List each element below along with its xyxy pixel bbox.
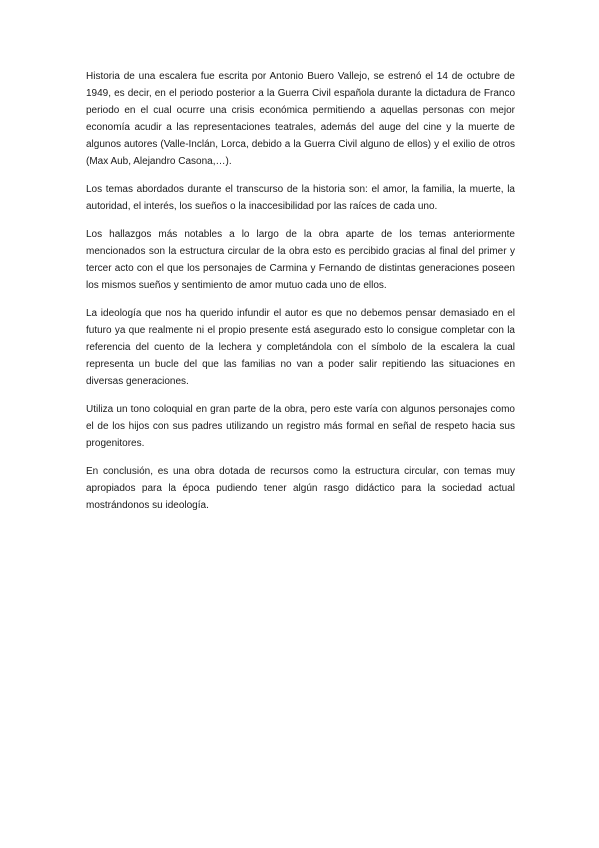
paragraph-context: Historia de una escalera fue escrita por Antonio Buero Vallejo, se estrenó el 14 de octubre de 1949, es decir, en el periodo posterior a la Guerra Civil española durante la dictadura de Franco periodo en el cual ocurre una crisis económica permitiendo a aquellas personas con mejor economía acudir a las representaciones teatrales, además del auge del cine y la muerte de algunos autores (Valle-Inclán, Lorca, debido a la Guerra Civil alguno de ellos) y el exilio de otros (Max Aub, Alejandro Casona,…). bbox=[86, 71, 515, 167]
paragraph-themes: Los temas abordados durante el transcurso de la historia son: el amor, la familia, la muerte, la autoridad, el interés, los sueños o la inaccesibilidad por las raíces de cada uno. bbox=[86, 184, 515, 212]
document-body bbox=[86, 68, 515, 525]
paragraph-tone: Utiliza un tono coloquial en gran parte de la obra, pero este varía con algunos personajes como el de los hijos con sus padres utilizando un registro más formal en señal de respeto hacia sus progenitores. bbox=[86, 404, 515, 449]
paragraph-ideology: La ideología que nos ha querido infundir el autor es que no debemos pensar demasiado en el futuro ya que realmente ni el propio presente está asegurado esto lo consigue completar con la referencia del cuento de la lechera y completándola con el símbolo de la escalera la cual representa un bucle del que las familias no van a poder salir repitiendo las situaciones en diversas generaciones. bbox=[86, 308, 515, 387]
paragraph-findings: Los hallazgos más notables a lo largo de la obra aparte de los temas anteriormente mencionados son la estructura circular de la obra esto es percibido gracias al final del primer y tercer acto con el que los personajes de Carmina y Fernando de distintas generaciones poseen los mismos sueños y sentimiento de amor mutuo cada uno de ellos. bbox=[86, 229, 515, 291]
paragraph-conclusion: En conclusión, es una obra dotada de recursos como la estructura circular, con temas muy apropiados para la época pudiendo tener algún rasgo didáctico para la sociedad actual mostrándonos su ideología. bbox=[86, 466, 515, 511]
